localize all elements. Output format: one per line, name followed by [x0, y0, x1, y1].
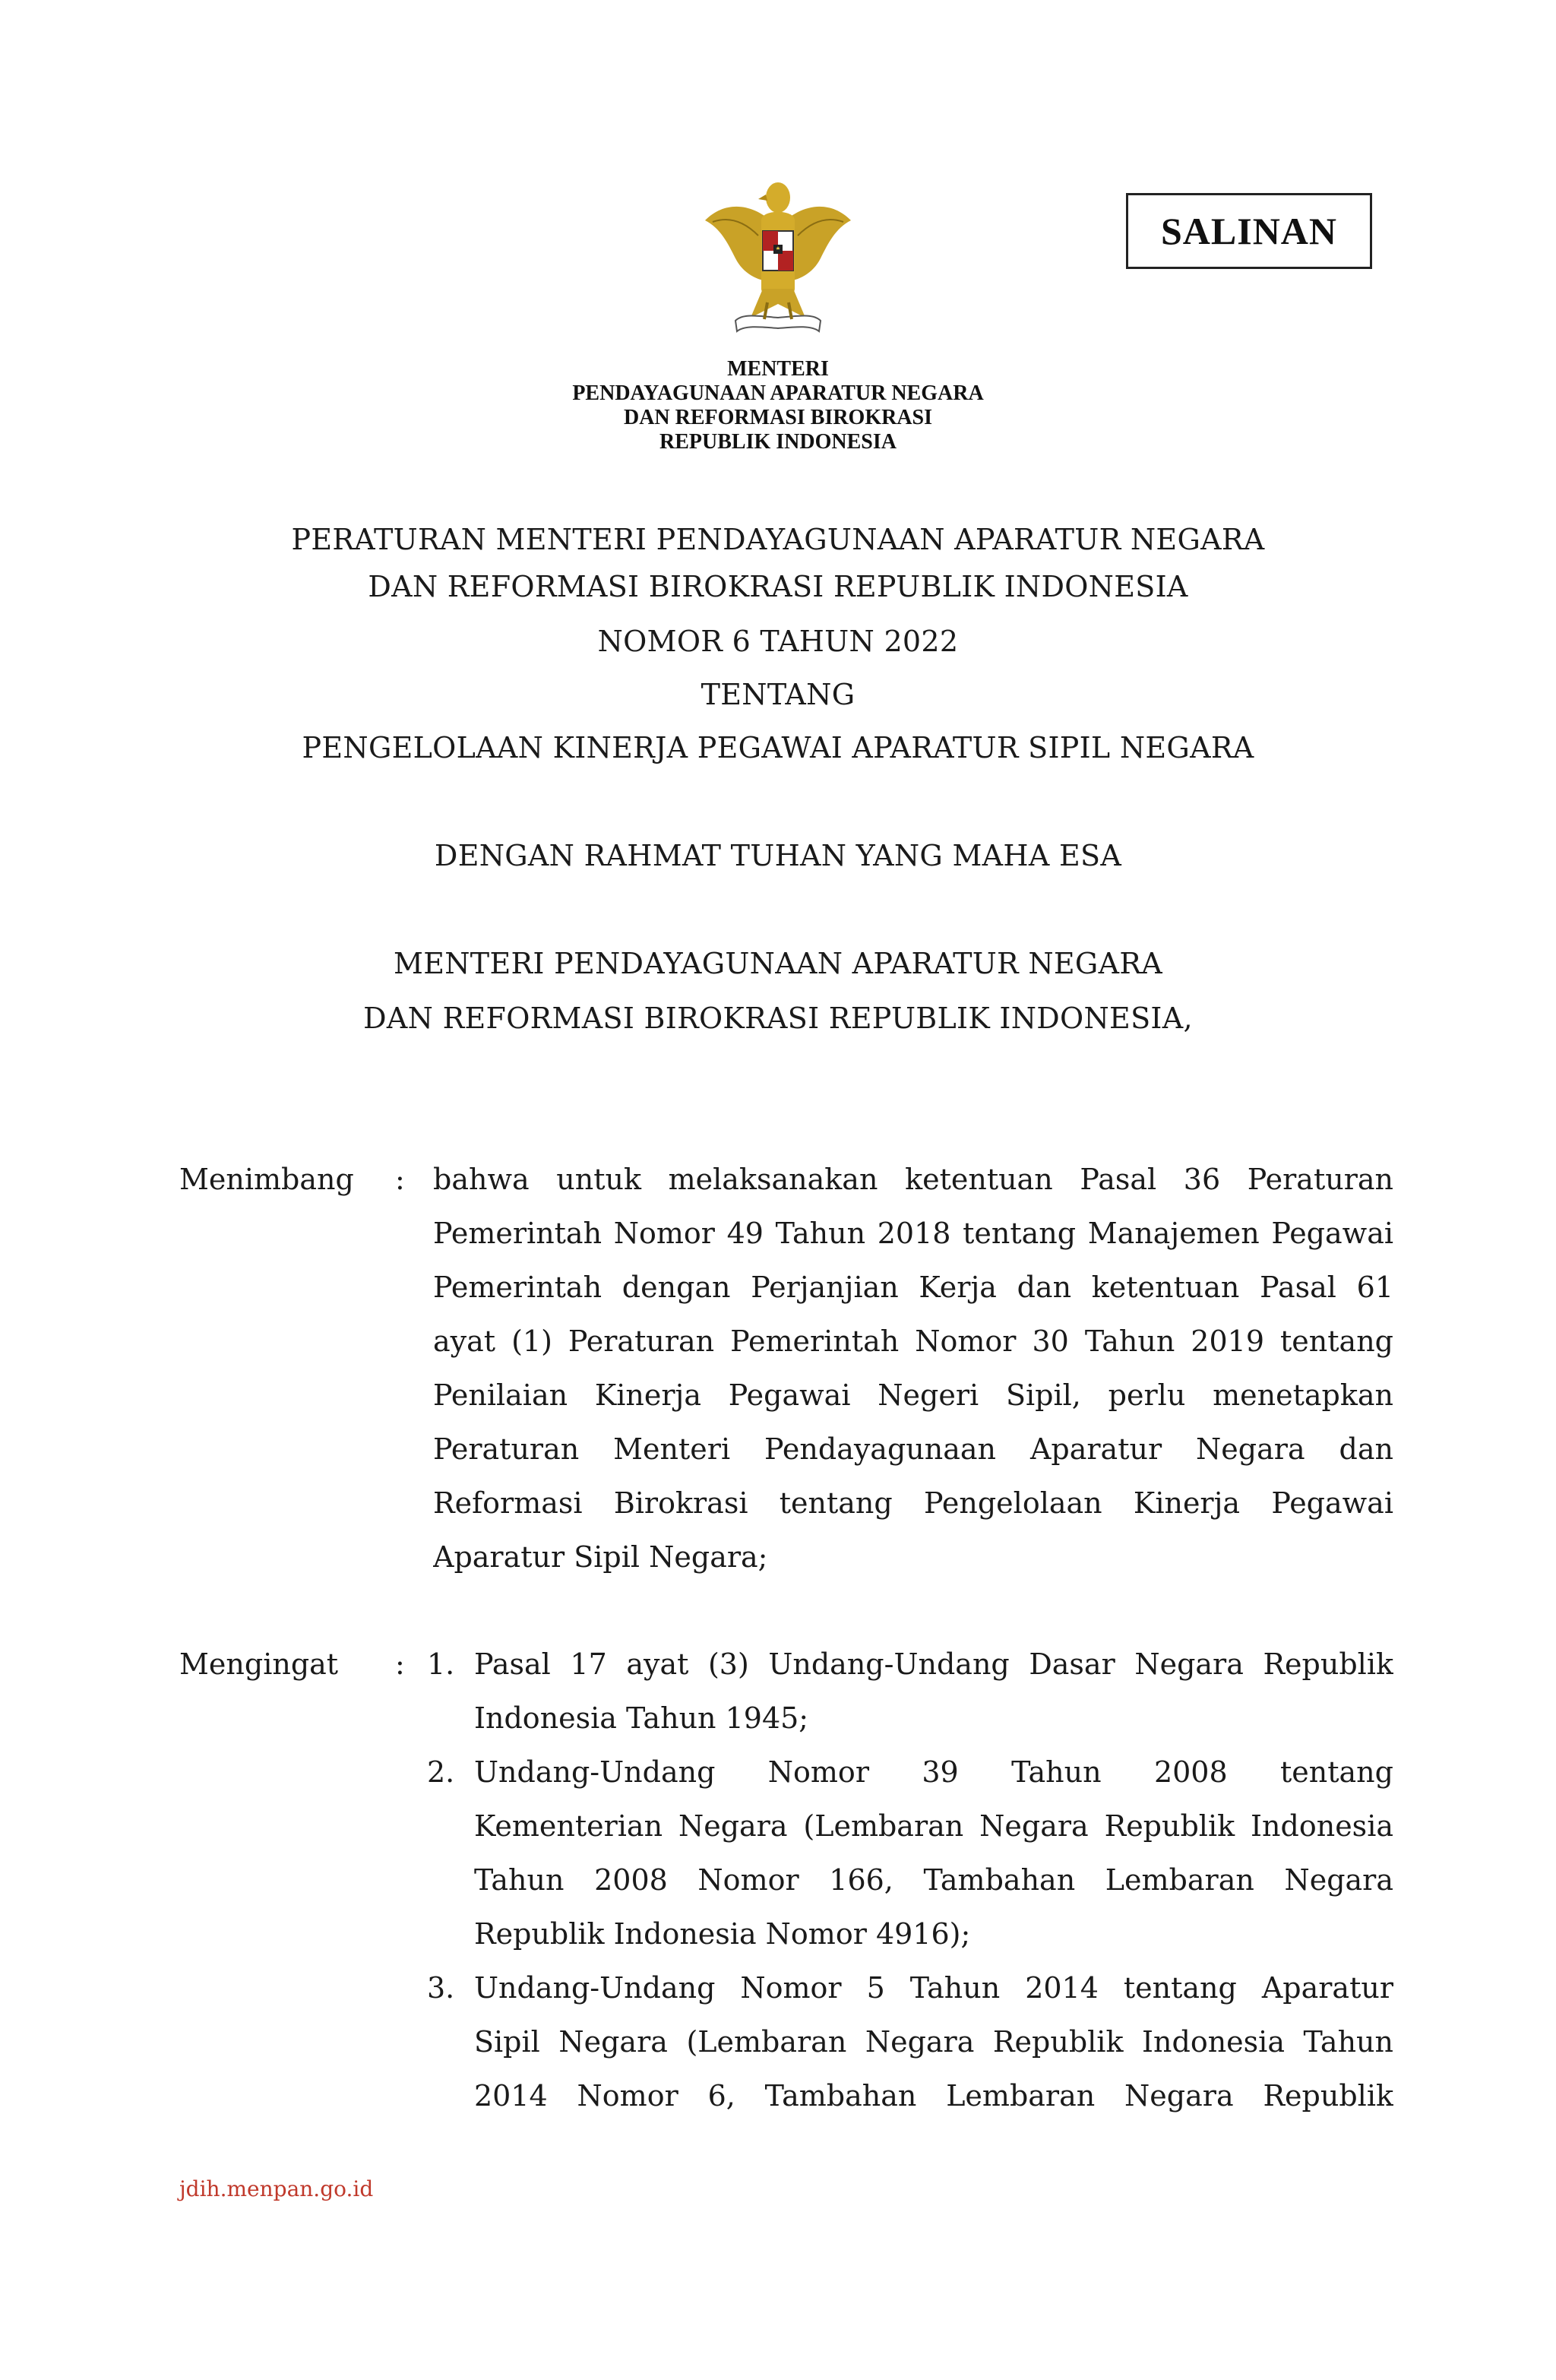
blessing-line: DENGAN RAHMAT TUHAN YANG MAHA ESA — [434, 839, 1122, 872]
mengingat-item-number: 2. — [427, 1755, 455, 1789]
garuda-emblem-icon — [697, 175, 859, 343]
mengingat-label: Mengingat — [179, 1647, 339, 1681]
menimbang-text-line: Aparatur Sipil Negara; — [433, 1540, 768, 1574]
ministry-header-line: DAN REFORMASI BIROKRASI — [623, 406, 933, 429]
ministry-header-line: MENTERI — [727, 357, 829, 381]
salinan-stamp: SALINAN — [1126, 193, 1372, 269]
menimbang-text-line: ayat (1) Peraturan Pemerintah Nomor 30 Tahun 2019 tentang — [433, 1325, 1393, 1358]
mengingat-item-line: Undang-Undang Nomor 39 Tahun 2008 tentang — [474, 1755, 1393, 1789]
mengingat-item-number: 3. — [427, 1971, 455, 2005]
mengingat-item-line: Undang-Undang Nomor 5 Tahun 2014 tentang Aparatur — [474, 1971, 1393, 2005]
regulation-number: NOMOR 6 TAHUN 2022 — [597, 625, 959, 658]
mengingat-colon: : — [395, 1647, 405, 1681]
mengingat-item-number: 1. — [427, 1647, 455, 1681]
ministry-header-line: PENDAYAGUNAAN APARATUR NEGARA — [572, 381, 984, 405]
ministry-header-line: REPUBLIK INDONESIA — [659, 430, 897, 454]
menimbang-text-line: Reformasi Birokrasi tentang Pengelolaan Kinerja Pegawai — [433, 1486, 1393, 1520]
menimbang-text-line: Peraturan Menteri Pendayagunaan Aparatur Negara dan — [433, 1432, 1393, 1466]
menimbang-label: Menimbang — [179, 1163, 354, 1196]
menimbang-text-line: Pemerintah dengan Perjanjian Kerja dan ketentuan Pasal 61 — [433, 1271, 1393, 1304]
footer-website: jdih.menpan.go.id — [179, 2176, 374, 2201]
regulation-subject: PENGELOLAAN KINERJA PEGAWAI APARATUR SIPIL NEGARA — [302, 731, 1254, 764]
menimbang-colon: : — [395, 1163, 405, 1196]
ministry-header — [532, 357, 1024, 454]
minister-line: DAN REFORMASI BIROKRASI REPUBLIK INDONESIA, — [363, 1002, 1193, 1035]
regulation-title-line: PERATURAN MENTERI PENDAYAGUNAAN APARATUR NEGARA — [291, 523, 1265, 556]
menimbang-text-line: bahwa untuk melaksanakan ketentuan Pasal 36 Peraturan — [433, 1163, 1393, 1196]
mengingat-item-line: Tahun 2008 Nomor 166, Tambahan Lembaran Negara — [474, 1863, 1393, 1897]
mengingat-item-line: Sipil Negara (Lembaran Negara Republik Indonesia Tahun — [474, 2025, 1393, 2059]
menimbang-text-line: Pemerintah Nomor 49 Tahun 2018 tentang Manajemen Pegawai — [433, 1217, 1393, 1250]
mengingat-item-line: 2014 Nomor 6, Tambahan Lembaran Negara Republik — [474, 2079, 1393, 2113]
minister-line: MENTERI PENDAYAGUNAAN APARATUR NEGARA — [394, 947, 1162, 980]
mengingat-item-line: Kementerian Negara (Lembaran Negara Republik Indonesia — [474, 1809, 1393, 1843]
mengingat-item-line: Pasal 17 ayat (3) Undang-Undang Dasar Negara Republik — [474, 1647, 1393, 1681]
mengingat-item-line: Indonesia Tahun 1945; — [474, 1701, 809, 1735]
regulation-tentang: TENTANG — [701, 678, 855, 711]
mengingat-item-line: Republik Indonesia Nomor 4916); — [474, 1917, 971, 1951]
menimbang-text-line: Penilaian Kinerja Pegawai Negeri Sipil, perlu menetapkan — [433, 1378, 1393, 1412]
regulation-title-line: DAN REFORMASI BIROKRASI REPUBLIK INDONESIA — [368, 570, 1188, 603]
